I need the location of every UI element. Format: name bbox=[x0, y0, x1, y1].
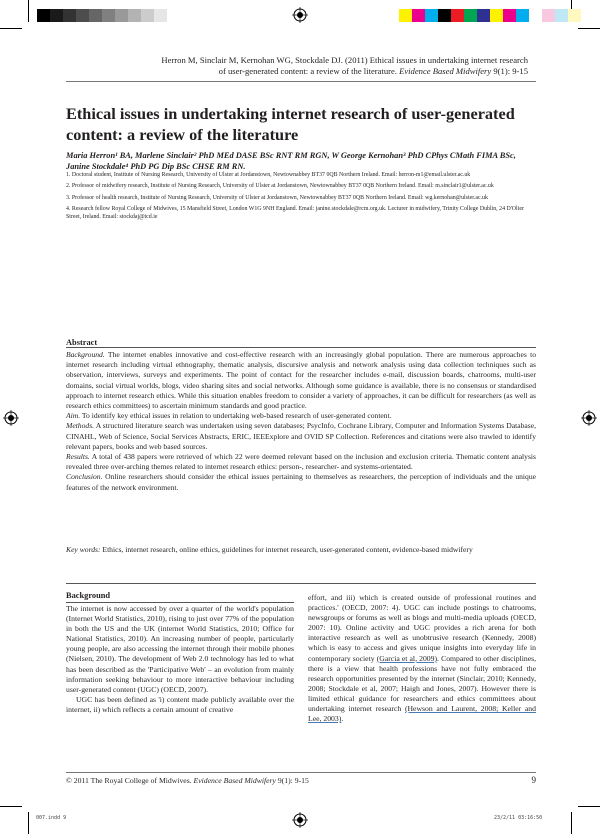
gray-swatch bbox=[115, 9, 128, 22]
abstract-results: Results. A total of 438 papers were retrieved of which 22 were deemed relevant based on the inclusion and exclusion criteria. Thematic content analysis revealed three over-arching themes related to internet research ethics: person-, researcher- and systems-orientated. bbox=[66, 452, 536, 472]
affiliation: 4. Research fellow Royal College of Midwives, 15 Mansfield Street, London W1G 9NH England. Email: janine.stockdale@rcm.org.uk. Lecturer in midwifery, Trinity College Dublin, 24 D'Olier Street, Ireland. Email: stockdaj@tcd.ie bbox=[66, 206, 524, 220]
color-swatch bbox=[451, 9, 464, 22]
affiliation: 3. Professor of health research, Institute of Nursing Research, University of Ulster at Jordanstown, Newtownabbey BT37 0QB Northern Ireland. Email: wg.kernohan@ulster.ac.uk bbox=[66, 194, 488, 201]
print-slug: 007.indd 9 bbox=[36, 815, 67, 821]
color-bar bbox=[399, 9, 581, 22]
crop-mark bbox=[578, 28, 600, 29]
gray-swatch bbox=[154, 9, 167, 22]
crop-mark bbox=[571, 812, 572, 834]
affiliation: 1. Doctoral student, Institute of Nursing Research, University of Ulster at Jordanstown, Newtownabbey BT37 0QB Northern Ireland. Email: herron-m1@email.ulster.ac.uk bbox=[66, 172, 471, 178]
print-slug: 23/2/11 03:16:50 bbox=[494, 815, 543, 821]
color-swatch bbox=[438, 9, 451, 22]
header-divider bbox=[66, 81, 536, 82]
color-swatch bbox=[477, 9, 490, 22]
gray-swatch bbox=[141, 9, 154, 22]
citation-link[interactable]: (Garcia et al, 2009) bbox=[376, 653, 438, 663]
color-swatch bbox=[516, 9, 529, 22]
gray-swatch bbox=[37, 9, 50, 22]
crop-mark bbox=[28, 0, 29, 22]
abstract-end-divider bbox=[66, 583, 536, 584]
citation-line: Herron M, Sinclair M, Kernohan WG, Stockdale DJ. (2011) Ethical issues in undertaking internet research bbox=[161, 55, 528, 65]
gray-swatch bbox=[102, 9, 115, 22]
color-swatch bbox=[490, 9, 503, 22]
gray-swatch bbox=[89, 9, 102, 22]
color-swatch bbox=[425, 9, 438, 22]
citation-line: of user-generated content: a review of the literature. Evidence Based Midwifery 9(1): 9-15 bbox=[218, 66, 528, 76]
color-swatch bbox=[568, 9, 581, 22]
affiliations bbox=[66, 172, 536, 225]
affiliation: 2. Professor of midwifery research, Institute of Nursing Research, University of Ulster at Jordanstown, Newtownabbey BT37 0QB Northern Ireland. Email: m.sinclair1@ulster.ac.uk bbox=[66, 183, 494, 190]
section-heading: Background bbox=[66, 591, 111, 600]
running-header bbox=[108, 55, 528, 77]
abstract-methods: Methods. A structured literature search was undertaken using seven databases; PsycInfo, Cochrane Library, Computer and Information Systems Database, CINAHL, Web of Science, Social Services Abstracts, ERIC, IEEExplore and OVID SP Collection. References and citations were also trawled to identify relevant papers, books and web based sources. bbox=[66, 421, 536, 451]
paragraph: UGC has been defined as 'i) content made publicly available over the internet, ii) which reflects a certain amount of creative bbox=[66, 694, 294, 714]
gray-swatch bbox=[128, 9, 141, 22]
citation-link[interactable]: (Hewson and Laurent, 2008; Keller and Lee, 2003) bbox=[308, 704, 536, 724]
abstract-conclusion: Conclusion. Online researchers should consider the ethical issues pertaining to themselves as researchers, the perception of individuals and the unique features of the network environment. bbox=[66, 472, 536, 492]
gray-swatch bbox=[63, 9, 76, 22]
crop-mark bbox=[0, 806, 22, 807]
color-swatch bbox=[555, 9, 568, 22]
color-swatch bbox=[464, 9, 477, 22]
author-list: Maria Herron¹ BA, Marlene Sinclair² PhD MEd DASE BSc RNT RM RGN, W George Kernohan³ PhD CPhys CMath FIMA BSc, Janine Stockdale⁴ PhD PG Dip BSc CHSE RM RN. bbox=[66, 151, 516, 171]
registration-mark-icon bbox=[292, 812, 308, 828]
keywords: Key words: Ethics, internet research, online ethics, guidelines for internet research, user-generated content, evidence-based midwifery bbox=[66, 545, 473, 554]
paragraph: The internet is now accessed by over a quarter of the world's population (Internet World Statistics, 2010), rising to just over 77% of the population in both the US and the UK (internet World Statistics, 2010; Office for National Statistics, 2010). An increasing number of people, particularly young people, are also accessing the internet through their mobile phones (Nielsen, 2010). The development of Web 2.0 technology has led to what has been described as the 'Participative Web' – an evolution from mainly information seeking behaviour to more interactive behaviour including user-generated content (UGC) (OECD, 2007). bbox=[66, 604, 294, 694]
color-swatch bbox=[529, 9, 542, 22]
crop-mark bbox=[28, 812, 29, 834]
footer-copyright: © 2011 The Royal College of Midwives. Evidence Based Midwifery 9(1): 9-15 bbox=[66, 776, 309, 785]
gray-swatch bbox=[167, 9, 180, 22]
article-title: Ethical issues in undertaking internet research of user-generated content: a review of the literature bbox=[66, 104, 515, 144]
section-heading-underline bbox=[66, 602, 294, 603]
body-column-right bbox=[308, 593, 536, 724]
registration-mark-icon bbox=[292, 7, 308, 23]
gray-swatch bbox=[50, 9, 63, 22]
registration-mark-icon bbox=[581, 410, 597, 426]
gray-swatch bbox=[76, 9, 89, 22]
grayscale-bar bbox=[37, 9, 180, 22]
journal-name: Evidence Based Midwifery bbox=[399, 66, 492, 76]
color-swatch bbox=[542, 9, 555, 22]
abstract-background: Background. The internet enables innovative and cost-effective research with an increasingly global population. There are numerous approaches to internet research including virtual ethnography, thematic analysis, discursive analysis and network analysis using data collection techniques such as observation, interviews, surveys and experiments. The point of contact for the researcher includes e-mail, discussion boards, chatrooms, multi-user domains, social virtual worlds, blogs, video sharing sites and social networks. Although some guidance is available, there is no consensus or standardised approach to internet research ethics. While this situation enables freedom to consider a variety of approaches, it can be difficult for researchers (as well as research ethics committees) to ascertain minimum standards and good practice. bbox=[66, 350, 536, 411]
crop-mark bbox=[0, 28, 22, 29]
registration-mark-icon bbox=[3, 410, 19, 426]
paragraph: effort, and iii) which is created outside of professional routines and practices.' (OECD, 2007: 4). UGC can include postings to chatrooms, newsgroups or forums as well as blogs and multi-media uploads (OECD, 2007: 10). Online activity and UGC provides a rich arena for both interactive research as well as unobtrusive research (Kennedy, 2008) which is easy to access and gives unique insights into everyday life in contemporary society (Garcia et al, 2009). Compared to other disciplines, there is a view that health professions have not fully embraced the research opportunities presented by the internet (Sinclair, 2010; Kennedy, 2008; Stockdale et al, 2007; Haigh and Jones, 2007). However there is limited ethical guidance for researchers and ethics committees about undertaking internet research (Hewson and Laurent, 2008; Keller and Lee, 2003). bbox=[308, 593, 537, 724]
color-swatch bbox=[503, 9, 516, 22]
color-swatch bbox=[399, 9, 412, 22]
abstract-heading: Abstract bbox=[66, 338, 98, 347]
abstract-divider bbox=[66, 347, 536, 348]
abstract-body bbox=[66, 350, 536, 493]
body-column-left bbox=[66, 604, 294, 715]
crop-mark bbox=[578, 806, 600, 807]
color-swatch bbox=[412, 9, 425, 22]
footer-divider bbox=[66, 772, 536, 773]
abstract-aim: Aim. To identify key ethical issues in relation to undertaking web-based research of user-generated content. bbox=[66, 411, 392, 421]
page-number: 9 bbox=[531, 775, 536, 785]
